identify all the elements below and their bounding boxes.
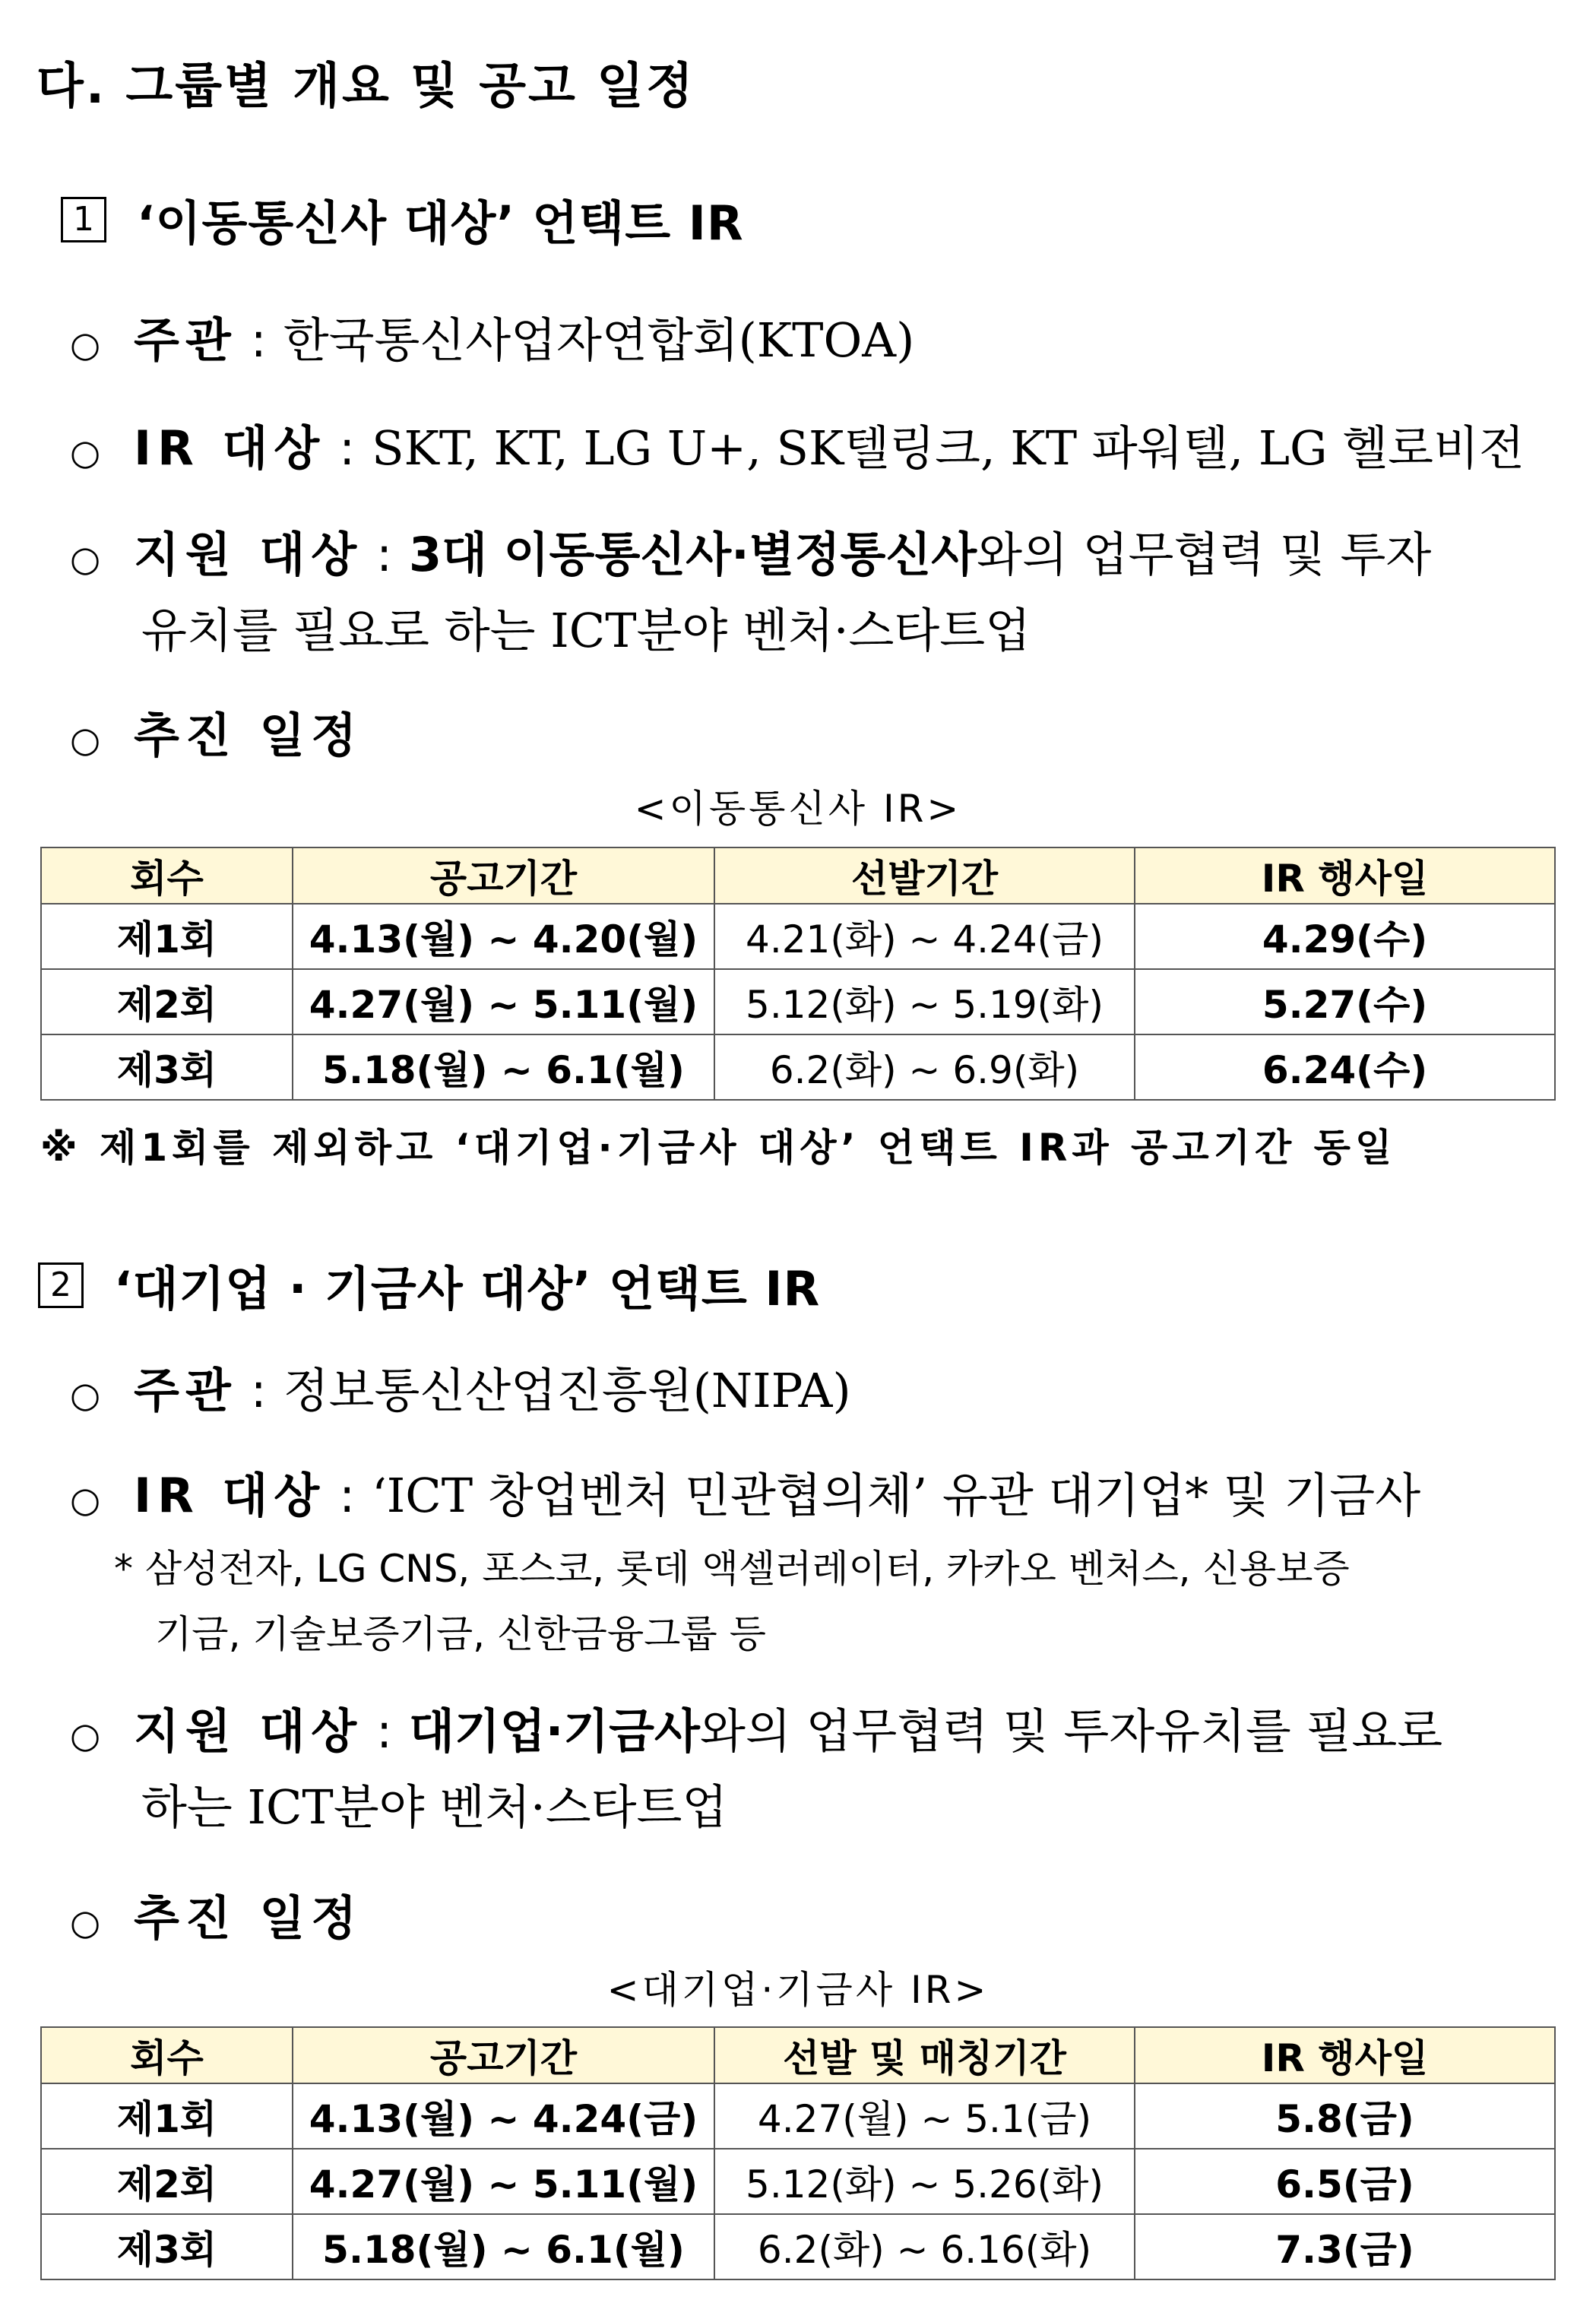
section-2-number-box: 2 bbox=[38, 1262, 84, 1308]
round-cell: 제3회 bbox=[41, 2214, 293, 2279]
schedule-label: 추진 일정 bbox=[134, 1890, 363, 1946]
section-2-footnote-line1: * 삼성전자, LG CNS, 포스코, 롯데 액셀러레이터, 카카오 벤처스, 신용보증 bbox=[114, 1547, 1350, 1591]
page-title: 다. 그룹별 개요 및 공고 일정 bbox=[36, 59, 695, 115]
table-header-row bbox=[41, 2027, 1555, 2083]
target-value: SKT, KT, LG U+, SK텔링크, KT 파워텔, LG 헬로비전 bbox=[372, 420, 1525, 476]
section-1-target: ○ IR 대상 : SKT, KT, LG U+, SK텔링크, KT 파워텔, LG 헬로비전 bbox=[70, 410, 1525, 478]
event-date-cell: 6.24(수) bbox=[1135, 1034, 1555, 1100]
notice-period-cell: 4.13(월) ~ 4.24(금) bbox=[293, 2083, 714, 2149]
header-cell: 회수 bbox=[41, 847, 293, 904]
table-1-caption: <이동통신사 IR> bbox=[634, 787, 962, 831]
bullet-circle-icon: ○ bbox=[70, 719, 101, 760]
schedule-table-1 bbox=[40, 847, 1556, 1101]
header-cell: IR 행사일 bbox=[1135, 2027, 1555, 2083]
selection-period-cell: 4.27(월) ~ 5.1(금) bbox=[714, 2083, 1135, 2149]
support-rest: 와의 업무협력 및 투자 bbox=[977, 527, 1432, 582]
bullet-circle-icon: ○ bbox=[70, 1374, 101, 1415]
section-1-host: ○ 주관 : 한국통신사업자연합회(KTOA) bbox=[70, 303, 914, 370]
round-cell: 제1회 bbox=[41, 904, 293, 969]
bullet-circle-icon: ○ bbox=[70, 1715, 101, 1756]
bullet-circle-icon: ○ bbox=[70, 1902, 101, 1943]
section-2-support: ○ 지원 대상 : 대기업·기금사 와의 업무협력 및 투자유치를 필요로 bbox=[70, 1693, 1442, 1761]
selection-period-cell: 4.21(화) ~ 4.24(금) bbox=[714, 904, 1135, 969]
target-value: ‘ICT 창업벤처 민관협의체’ 유관 대기업* 및 기금사 bbox=[372, 1468, 1421, 1523]
header-cell: 공고기간 bbox=[293, 2027, 714, 2083]
selection-period-cell: 5.12(화) ~ 5.19(화) bbox=[714, 969, 1135, 1034]
host-label: 주관 bbox=[134, 1363, 237, 1418]
event-date-cell: 7.3(금) bbox=[1135, 2214, 1555, 2279]
round-cell: 제1회 bbox=[41, 2083, 293, 2149]
table-header-row bbox=[41, 847, 1555, 904]
table-row bbox=[41, 1034, 1555, 1100]
bullet-circle-icon: ○ bbox=[70, 324, 101, 365]
target-label: IR 대상 bbox=[134, 1468, 326, 1523]
selection-period-cell: 6.2(화) ~ 6.9(화) bbox=[714, 1034, 1135, 1100]
selection-period-cell: 5.12(화) ~ 5.26(화) bbox=[714, 2149, 1135, 2214]
header-cell: 공고기간 bbox=[293, 847, 714, 904]
notice-period-cell: 4.27(월) ~ 5.11(월) bbox=[293, 2149, 714, 2214]
selection-period-cell: 6.2(화) ~ 6.16(화) bbox=[714, 2214, 1135, 2279]
section-2-heading bbox=[38, 1251, 820, 1319]
table-row bbox=[41, 2214, 1555, 2279]
support-bold: 3대 이동통신사·별정통신사 bbox=[409, 527, 977, 582]
event-date-cell: 6.5(금) bbox=[1135, 2149, 1555, 2214]
bullet-circle-icon: ○ bbox=[70, 538, 101, 579]
table-row bbox=[41, 2083, 1555, 2149]
support-rest: 와의 업무협력 및 투자유치를 필요로 bbox=[699, 1703, 1443, 1759]
round-cell: 제3회 bbox=[41, 1034, 293, 1100]
target-label: IR 대상 bbox=[134, 420, 326, 476]
event-date-cell: 5.27(수) bbox=[1135, 969, 1555, 1034]
section-2-support-line2: 하는 ICT분야 벤처·스타트업 bbox=[141, 1779, 728, 1835]
host-label: 주관 bbox=[134, 312, 237, 368]
bullet-circle-icon: ○ bbox=[70, 1479, 101, 1520]
section-1-number-box: 1 bbox=[61, 197, 106, 242]
section-2-title: ‘대기업 · 기금사 대상’ 언택트 IR bbox=[114, 1261, 821, 1316]
header-cell: 선발기간 bbox=[714, 847, 1135, 904]
section-1-title: ‘이동통신사 대상’ 언택트 IR bbox=[137, 195, 744, 251]
table-row bbox=[41, 2149, 1555, 2214]
notice-period-cell: 5.18(월) ~ 6.1(월) bbox=[293, 2214, 714, 2279]
section-2-host: ○ 주관 : 정보통신산업진흥원(NIPA) bbox=[70, 1353, 851, 1421]
table-row bbox=[41, 904, 1555, 969]
host-value: 한국통신사업자연합회(KTOA) bbox=[283, 312, 915, 368]
header-cell: 회수 bbox=[41, 2027, 293, 2083]
notice-period-cell: 4.13(월) ~ 4.20(월) bbox=[293, 904, 714, 969]
support-label: 지원 대상 bbox=[134, 1703, 363, 1759]
event-date-cell: 4.29(수) bbox=[1135, 904, 1555, 969]
section-2-target: ○ IR 대상 : ‘ICT 창업벤처 민관협의체’ 유관 대기업* 및 기금사 bbox=[70, 1458, 1420, 1525]
event-date-cell: 5.8(금) bbox=[1135, 2083, 1555, 2149]
notice-period-cell: 5.18(월) ~ 6.1(월) bbox=[293, 1034, 714, 1100]
section-1-note: ※ 제1회를 제외하고 ‘대기업·기금사 대상’ 언택트 IR과 공고기간 동일 bbox=[40, 1126, 1397, 1170]
round-cell: 제2회 bbox=[41, 2149, 293, 2214]
section-1-support: ○ 지원 대상 : 3대 이동통신사·별정통신사 와의 업무협력 및 투자 bbox=[70, 517, 1431, 585]
section-2-footnote-line2: 기금, 기술보증기금, 신한금융그룹 등 bbox=[155, 1612, 766, 1656]
support-label: 지원 대상 bbox=[134, 527, 363, 582]
schedule-table-2 bbox=[40, 2026, 1556, 2280]
header-cell: 선발 및 매칭기간 bbox=[714, 2027, 1135, 2083]
support-bold: 대기업·기금사 bbox=[409, 1703, 700, 1759]
section-1-support-line2: 유치를 필요로 하는 ICT분야 벤처·스타트업 bbox=[141, 603, 1031, 658]
schedule-label: 추진 일정 bbox=[134, 708, 363, 763]
round-cell: 제2회 bbox=[41, 969, 293, 1034]
section-2-schedule bbox=[70, 1880, 363, 1948]
section-1-heading bbox=[61, 185, 744, 253]
header-cell: IR 행사일 bbox=[1135, 847, 1555, 904]
bullet-circle-icon: ○ bbox=[70, 432, 101, 473]
section-1-schedule bbox=[70, 698, 363, 765]
table-2-caption: <대기업·기금사 IR> bbox=[606, 1968, 990, 2012]
notice-period-cell: 4.27(월) ~ 5.11(월) bbox=[293, 969, 714, 1034]
host-value: 정보통신산업진흥원(NIPA) bbox=[283, 1363, 851, 1418]
table-row bbox=[41, 969, 1555, 1034]
